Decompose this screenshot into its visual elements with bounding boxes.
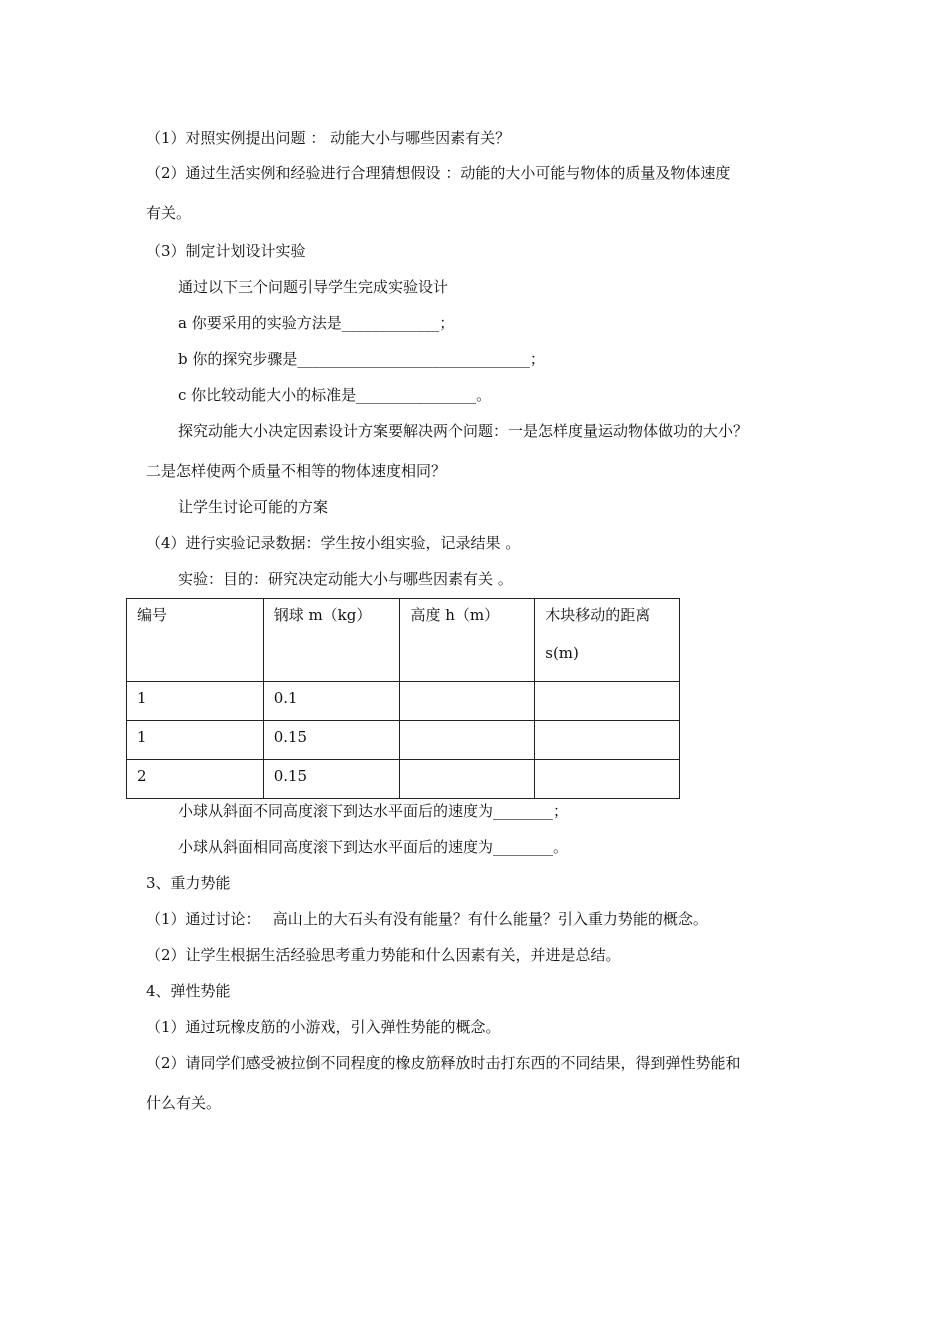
section-3-heading: 3、重力势能: [146, 874, 231, 892]
table-header-cell: 编号: [127, 599, 264, 682]
table-row: [127, 682, 680, 721]
discuss-line: 让学生讨论可能的方案: [178, 498, 329, 516]
table-cell: [400, 682, 535, 721]
section-4-item-2-line-1: （2）请同学们感受被拉倒不同程度的橡皮筋释放时击打东西的不同结果，得到弹性势能和: [146, 1054, 741, 1072]
table-cell: 0.15: [263, 721, 400, 760]
section-3-item-1: （1）通过讨论： 高山上的大石头有没有能量？有什么能量？引入重力势能的概念。: [146, 910, 708, 928]
experiment-table: [126, 598, 680, 799]
table-header-cell: 高度 h（m）: [400, 599, 535, 682]
table-cell: [400, 760, 535, 799]
table-header-row: [127, 599, 680, 682]
section-4-item-2-line-2: 什么有关。: [146, 1094, 222, 1112]
table-cell: [535, 682, 680, 721]
section-3-item-2: （2）让学生根据生活经验思考重力势能和什么因素有关，并进是总结。: [146, 946, 621, 964]
plan-heading: （3）制定计划设计实验: [146, 242, 306, 260]
table-cell: [535, 721, 680, 760]
table-row: [127, 721, 680, 760]
explore-line-1: 探究动能大小决定因素设计方案要解决两个问题：一是怎样度量运动物体做功的大小？: [178, 422, 749, 440]
table-cell: 2: [127, 760, 264, 799]
table-header-unit: s(m): [545, 644, 579, 662]
table-cell: 0.1: [263, 682, 400, 721]
experiment-purpose: 实验：目的：研究决定动能大小与哪些因素有关 。: [178, 570, 513, 588]
record-heading: （4）进行实验记录数据：学生按小组实验，记录结果 。: [146, 534, 521, 552]
section-4-heading: 4、弹性势能: [146, 982, 231, 1000]
table-row: [127, 760, 680, 799]
explore-line-2: 二是怎样使两个质量不相等的物体速度相同？: [146, 462, 447, 480]
table-cell: [400, 721, 535, 760]
hypothesis-line-1: （2）通过生活实例和经验进行合理猜想假设 ：动能的大小可能与物体的质量及物体速度: [146, 164, 731, 182]
question-a: a 你要采用的实验方法是_____________；: [178, 314, 455, 332]
section-4-item-1: （1）通过玩橡皮筋的小游戏，引入弹性势能的概念。: [146, 1018, 501, 1036]
table-header-text: 木块移动的距离: [545, 606, 651, 624]
table-header-cell: [535, 599, 680, 682]
question-1: （1）对照实例提出问题 ： 动能大小与哪些因素有关？: [146, 129, 511, 147]
hypothesis-line-2: 有关。: [146, 204, 192, 222]
speed-question-2: 小球从斜面相同高度滚下到达水平面后的速度为________。: [178, 838, 569, 856]
question-b: b 你的探究步骤是_______________________________；: [178, 350, 545, 368]
table-cell: 1: [127, 682, 264, 721]
speed-question-1: 小球从斜面不同高度滚下到达水平面后的速度为________；: [178, 802, 569, 820]
question-c: c 你比较动能大小的标准是________________。: [178, 386, 492, 404]
table-cell: 1: [127, 721, 264, 760]
table-cell: 0.15: [263, 760, 400, 799]
table-cell: [535, 760, 680, 799]
table-header-cell: 钢球 m（kg）: [263, 599, 400, 682]
plan-intro: 通过以下三个问题引导学生完成实验设计: [178, 278, 449, 296]
